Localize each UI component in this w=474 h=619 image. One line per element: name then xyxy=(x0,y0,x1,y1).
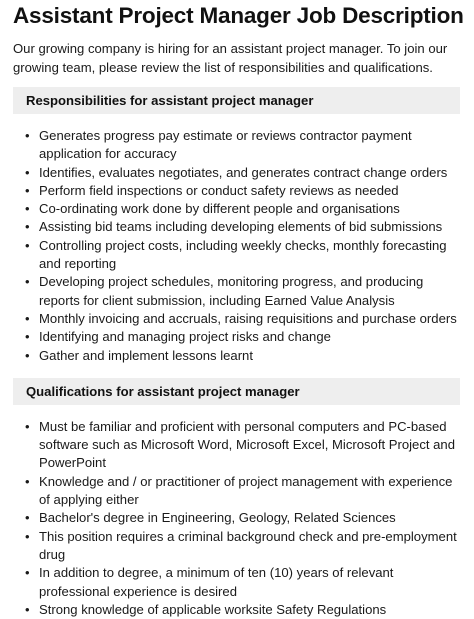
list-item-text: Co-ordinating work done by different people and organisations xyxy=(39,201,400,217)
bullet-icon: • xyxy=(25,128,30,143)
bullet-icon: • xyxy=(25,528,30,544)
intro-paragraph: Our growing company is hiring for an assistant project manager. To join our growing team, please review the list of responsibilities and qualifications. xyxy=(13,41,448,75)
list-item xyxy=(13,310,460,328)
list-item-text: This position requires a criminal background check and pre-employment drug xyxy=(39,528,457,562)
list-item xyxy=(13,237,460,274)
bullet-icon: • xyxy=(25,418,30,434)
list-item-text: Assisting bid teams including developing elements of bid submissions xyxy=(39,219,443,235)
bullet-icon: • xyxy=(25,310,30,326)
list-item xyxy=(13,127,460,164)
qualifications-list xyxy=(13,418,460,619)
list-item xyxy=(13,218,460,236)
list-item-text: Controlling project costs, including weekly checks, monthly forecasting and reporting xyxy=(39,237,447,272)
list-item-text: Identifying and managing project risks and change xyxy=(39,329,331,345)
list-item xyxy=(13,347,460,365)
list-item xyxy=(13,200,460,218)
bullet-icon: • xyxy=(25,274,30,290)
bullet-icon: • xyxy=(25,347,30,363)
list-item xyxy=(13,182,460,200)
list-item-text: Monthly invoicing and accruals, raising requisitions and purchase orders xyxy=(39,310,457,326)
list-item-text: Generates progress pay estimate or reviews contractor payment application for accuracy xyxy=(39,128,412,162)
bullet-icon: • xyxy=(25,164,30,180)
bullet-icon: • xyxy=(25,237,30,253)
list-item-text: Gather and implement lessons learnt xyxy=(39,347,253,363)
bullet-icon: • xyxy=(25,219,30,235)
list-item-text: Developing project schedules, monitoring progress, and producing reports for client submission, including Earned Value Analysis xyxy=(39,274,424,308)
bullet-icon: • xyxy=(25,201,30,217)
bullet-icon: • xyxy=(25,329,30,345)
list-item xyxy=(13,328,460,346)
list-item-text: Identifies, evaluates negotiates, and generates contract change orders xyxy=(39,164,448,180)
qualifications-heading: Qualifications for assistant project manager xyxy=(13,378,460,405)
bullet-icon: • xyxy=(25,510,30,526)
list-item xyxy=(13,509,460,527)
bullet-icon: • xyxy=(25,565,30,581)
list-item-text: Strong knowledge of applicable worksite Safety Regulations xyxy=(39,601,387,617)
list-item-text: Must be familiar and proficient with personal computers and PC-based software such as Microsoft Word, Microsoft Excel, Microsoft Project and PowerPoint xyxy=(39,418,455,471)
list-item xyxy=(13,564,460,601)
responsibilities-heading: Responsibilities for assistant project manager xyxy=(13,87,460,114)
responsibilities-list xyxy=(13,127,460,365)
list-item xyxy=(13,473,460,510)
list-item xyxy=(13,418,460,473)
page-title: Assistant Project Manager Job Description xyxy=(13,3,464,28)
bullet-icon: • xyxy=(25,473,30,489)
list-item xyxy=(13,273,460,310)
list-item-text: In addition to degree, a minimum of ten (10) years of relevant professional experience is desired xyxy=(39,565,394,599)
list-item xyxy=(13,164,460,182)
list-item xyxy=(13,528,460,565)
bullet-icon: • xyxy=(25,182,30,198)
list-item-text: Knowledge and / or practitioner of project management with experience of applying either xyxy=(39,473,453,508)
list-item-text: Perform field inspections or conduct safety reviews as needed xyxy=(39,182,399,198)
list-item-text: Bachelor's degree in Engineering, Geology, Related Sciences xyxy=(39,510,396,526)
bullet-icon: • xyxy=(25,601,30,617)
list-item xyxy=(13,601,460,619)
